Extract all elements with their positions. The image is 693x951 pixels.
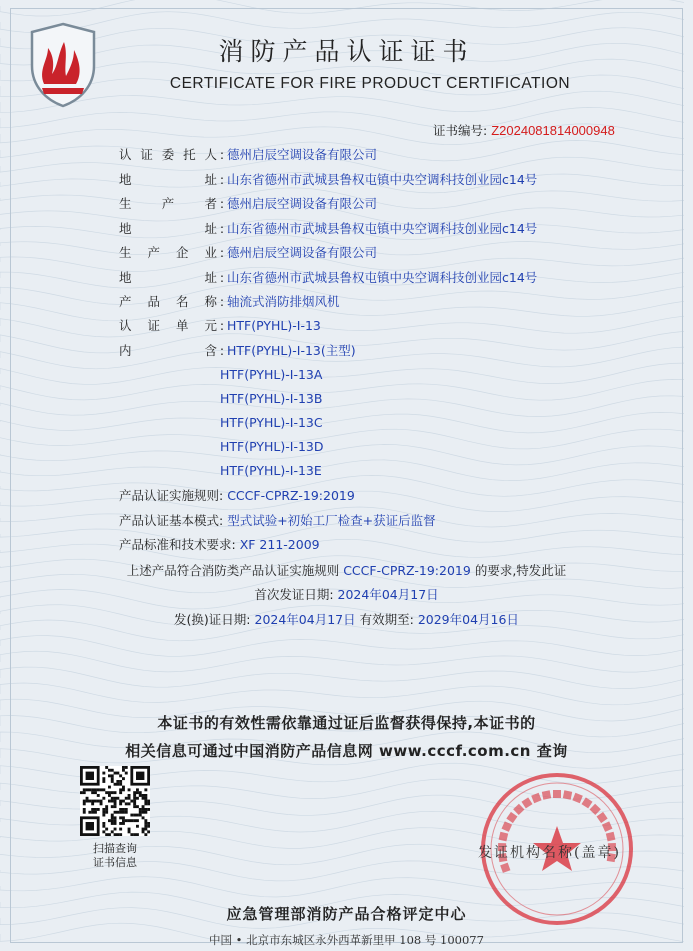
reissue-label: 发(换)证日期: bbox=[174, 612, 251, 627]
field-label: 地址 bbox=[119, 221, 217, 236]
field-label: 生产者 bbox=[119, 196, 217, 211]
model-item: HTF(PYHL)-I-13(主型) bbox=[227, 343, 356, 358]
rule-label: 产品认证实施规则: bbox=[119, 488, 224, 503]
field-value: 山东省德州市武城县鲁权屯镇中央空调科技创业园c14号 bbox=[227, 221, 538, 236]
organization-address: 中国 • 北京市东城区永外西革新里甲 108 号 100077 bbox=[209, 933, 484, 947]
field-value: 德州启辰空调设备有限公司 bbox=[227, 245, 378, 260]
model-item: HTF(PYHL)-I-13E bbox=[220, 463, 322, 478]
model-item: HTF(PYHL)-I-13C bbox=[220, 415, 323, 430]
statement-rule: CCCF-CPRZ-19:2019 bbox=[343, 563, 471, 578]
field-label: 地址 bbox=[119, 172, 217, 187]
statement-prefix: 上述产品符合消防类产品认证实施规则 bbox=[126, 563, 340, 578]
validity-notice-line1: 本证书的有效性需依靠通过证后监督获得保持,本证书的 bbox=[157, 714, 536, 732]
field-value: 山东省德州市武城县鲁权屯镇中央空调科技创业园c14号 bbox=[227, 172, 538, 187]
field-producer-address: 地址 : 山东省德州市武城县鲁权屯镇中央空调科技创业园c14号 bbox=[119, 221, 538, 236]
field-client-address: 地址 : 山东省德州市武城县鲁权屯镇中央空调科技创业园c14号 bbox=[119, 172, 538, 187]
issue-validity-dates bbox=[0, 610, 693, 628]
field-producer: 生产者 : 德州启辰空调设备有限公司 bbox=[119, 196, 378, 211]
reissue-value: 2024年04月17日 bbox=[254, 612, 356, 627]
field-label: 地址 bbox=[119, 270, 217, 285]
field-product-name: 产品名称 : 轴流式消防排烟风机 bbox=[119, 294, 340, 309]
rule-value: 型式试验+初始工厂检查+获证后监督 bbox=[227, 513, 436, 528]
rule-value: XF 211-2009 bbox=[239, 537, 320, 552]
field-label: 认证委托人 bbox=[119, 147, 217, 162]
certificate-number-value: Z2024081814000948 bbox=[491, 123, 615, 138]
rule-value: CCCF-CPRZ-19:2019 bbox=[227, 488, 355, 503]
issuer-name-label: 发证机构名称(盖章) bbox=[478, 845, 621, 861]
valid-until-value: 2029年04月16日 bbox=[417, 612, 519, 627]
field-factory: 生产企业 : 德州启辰空调设备有限公司 bbox=[119, 245, 378, 260]
field-value: 轴流式消防排烟风机 bbox=[227, 294, 340, 309]
implementation-rule bbox=[119, 488, 355, 504]
certificate-number bbox=[433, 121, 615, 139]
qr-caption-line2: 证书信息 bbox=[93, 856, 137, 869]
conformity-statement bbox=[0, 561, 693, 579]
field-client: 认证委托人 : 德州启辰空调设备有限公司 bbox=[119, 147, 378, 162]
issuing-organization: 应急管理部消防产品合格评定中心 bbox=[226, 905, 467, 923]
model-item: HTF(PYHL)-I-13D bbox=[220, 439, 324, 454]
field-label: 生产企业 bbox=[119, 245, 217, 260]
validity-notice-line2: 相关信息可通过中国消防产品信息网 www.cccf.com.cn 查询 bbox=[125, 742, 568, 760]
field-cert-unit: 认证单元 : HTF(PYHL)-I-13 bbox=[119, 318, 321, 333]
model-item: HTF(PYHL)-I-13B bbox=[220, 391, 323, 406]
first-issue-label: 首次发证日期: bbox=[254, 587, 334, 602]
qr-code-icon[interactable] bbox=[80, 766, 150, 836]
certificate-title: 消防产品认证证书 bbox=[218, 37, 475, 66]
statement-suffix: 的要求,特发此证 bbox=[474, 563, 567, 578]
product-standard bbox=[119, 537, 320, 553]
field-label: 内含 bbox=[119, 343, 217, 358]
certification-mode bbox=[119, 513, 436, 529]
first-issue-value: 2024年04月17日 bbox=[337, 587, 439, 602]
field-value: 德州启辰空调设备有限公司 bbox=[227, 196, 378, 211]
rule-label: 产品标准和技术要求: bbox=[119, 537, 236, 552]
field-factory-address: 地址 : 山东省德州市武城县鲁权屯镇中央空调科技创业园c14号 bbox=[119, 270, 538, 285]
field-label: 认证单元 bbox=[119, 318, 217, 333]
valid-label: 有效期至: bbox=[359, 612, 414, 627]
certificate-title-english: CERTIFICATE FOR FIRE PRODUCT CERTIFICATION bbox=[169, 75, 571, 92]
field-label: 产品名称 bbox=[119, 294, 217, 309]
field-contents: 内含 : HTF(PYHL)-I-13(主型) bbox=[119, 343, 356, 358]
rule-label: 产品认证基本模式: bbox=[119, 513, 224, 528]
field-value: 德州启辰空调设备有限公司 bbox=[227, 147, 378, 162]
field-value: HTF(PYHL)-I-13 bbox=[227, 318, 321, 333]
certificate-number-label: 证书编号: bbox=[433, 123, 488, 138]
qr-caption-line1: 扫描查询 bbox=[93, 842, 137, 855]
field-value: 山东省德州市武城县鲁权屯镇中央空调科技创业园c14号 bbox=[227, 270, 538, 285]
model-item: HTF(PYHL)-I-13A bbox=[220, 367, 323, 382]
first-issue-date bbox=[0, 585, 693, 603]
